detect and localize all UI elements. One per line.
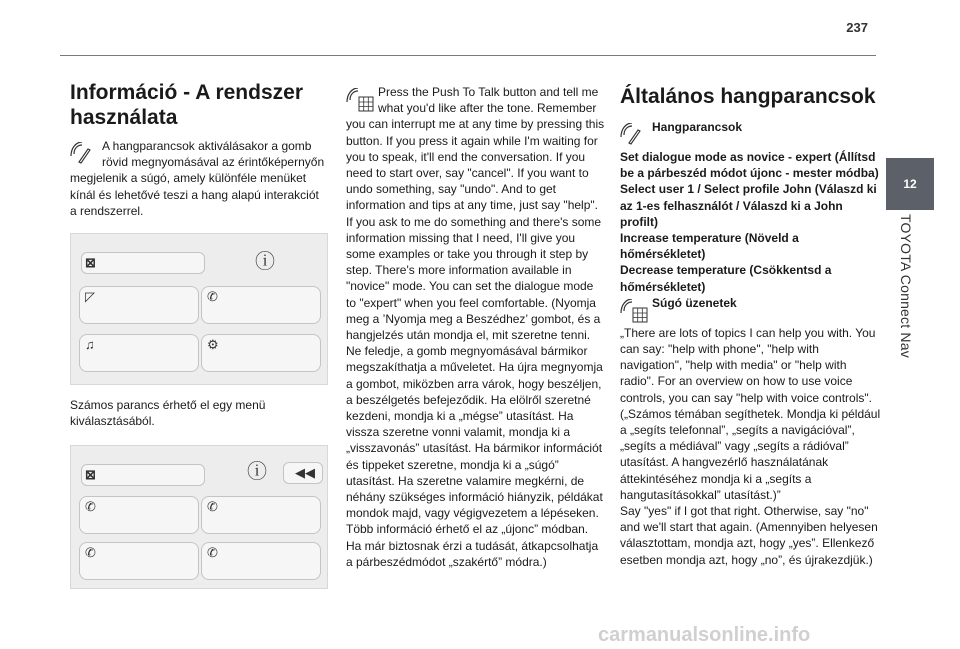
page-title: Információ - A rendszer használata (70, 81, 303, 129)
option-3[interactable] (79, 542, 199, 580)
voice-commands-heading (620, 119, 882, 149)
command-decrease-temp: Decrease temperature (Csökkentsd a hőmérsékletet) (620, 263, 832, 294)
voice-command-icon (620, 123, 646, 145)
submenu-bar (81, 464, 205, 486)
menu-bar (81, 252, 205, 274)
intro-text: A hangparancsok aktiválásakor a gomb rövid megnyomásával az érintőképernyőn megjelenik a súgó, amely különféle menüket kínál és lehetővé teszi a hang alapú interakciót a rendszerrel. (70, 139, 325, 218)
intro-paragraph (70, 138, 328, 219)
push-to-talk-paragraph (346, 84, 606, 570)
phone-icon: ✆ (207, 545, 218, 561)
column-1 (70, 80, 328, 589)
header-rule (60, 55, 876, 56)
section-label-text: TOYOTA Connect Nav (898, 214, 914, 358)
voice-commands-label: Hangparancsok (652, 120, 743, 134)
phone-option[interactable] (79, 286, 199, 324)
push-to-talk-text: Press the Push To Talk button and tell me what you'd like after the tone. Remember you can interrupt me at any time by pressing this button. If you press it again while I'm waiting for you to speak, it'll end the conversation. If you need to start over, say "cancel". If you want to undo something, say "undo". And to get information and tips at any time, just say "help". If you ask to me do something and there's some information missing that I need, I'll give you some examples or take you through it step by step. There's more information available in "novice" mode. You can set the dialogue mode to "expert" when you feel comfortable. (Nyomja meg a ’Nyomja meg a Beszédhez’ gombot, és a hangjelzés után mondja el, mit szeretne tenni. Ne feledje, a gomb megnyomásával bármikor megszakíthatja a műveletet. Ha újra megnyomja a gombot, miközben arra várok, hogy beszéljen, a beszélgetés befejeződik. Ha elölről szeretné kezdeni, mondja ki a „mégse” utasítást. Ha vissza szeretne vonni valamit, mondja ki a „visszavonás” utasítást. Ha bármikor információt és tippeket szeretne, mondja ki a „súgó” utasítást. Ha szeretne valamire megkérni, de néhány szükséges információ hiányzik, példákat mondok majd, vagy végigvezetem a lépéseken. Több információ érhető el az „újonc” módban. Ha már biztosnak érzi a tudását, átkapcsolhatja a párbeszédmódot „szakértő” módra.) (346, 85, 605, 569)
section-tab: 12 (886, 158, 934, 210)
section-label (892, 210, 926, 410)
option-2[interactable] (201, 496, 321, 534)
option-4[interactable] (201, 542, 321, 580)
option-1[interactable] (79, 496, 199, 534)
menu-note: Számos parancs érhető el egy menü kiválasztásából. (70, 398, 266, 429)
watermark: carmanualsonline.info (598, 624, 811, 646)
phone-icon: ✆ (85, 545, 96, 561)
info-icon: ⓘ (247, 461, 267, 484)
voice-menu-screenshot (70, 233, 328, 385)
phone-icon: ✆ (207, 499, 218, 515)
section-title: Általános hangparancsok (620, 85, 876, 108)
settings-option[interactable] (201, 334, 321, 372)
voice-submenu-screenshot (70, 445, 328, 589)
help-messages-label: Súgó üzenetek (652, 295, 737, 310)
back-icon: ◀◀ (295, 465, 315, 481)
phone-icon: ✆ (207, 289, 218, 305)
phone-icon: ✆ (85, 499, 96, 515)
voice-keypad-icon (346, 88, 372, 110)
column-3 (620, 84, 882, 568)
command-dialogue-mode: Set dialogue mode as novice - expert (Állítsd be a párbeszéd módot újonc - mester módba) (620, 150, 879, 181)
page-number: 237 (846, 20, 868, 35)
close-icon: ⊠ (85, 255, 96, 271)
command-select-user: Select user 1 / Select profile John (Válaszd ki az 1-es felhasználót / Válaszd ki a John profilt) (620, 182, 877, 229)
voice-keypad-icon (620, 299, 646, 321)
command-increase-temp: Increase temperature (Növeld a hőmérsékletet) (620, 231, 799, 262)
music-icon: ♫ (85, 337, 95, 353)
navigation-icon: ◸ (85, 289, 95, 305)
info-icon: ⓘ (255, 251, 275, 274)
help-messages-text: „There are lots of topics I can help you with. You can say: "help with phone", "help with navigation", "help with media" or "help with radio". For an overview on how to use voice controls, you can say "help with voice controls". („Számos témában segíthetek. Mondja ki például a „segíts telefonnal”, „segíts a navigációval”, „segíts a médiával” vagy „segíts a rádióval” utasítást. A hangvezérlő használatának áttekintéséhez mondja ki a „segíts a hangutasításokkal” utasítást.)” Say "yes" if I got that right. Otherwise, say "no" and we'll start that again. (Amennyiben helyesen választottam, mondja azt, hogy „yes”. Ellenkező esetben mondja azt, hogy „no”, és újrakezdjük.) (620, 325, 881, 567)
help-messages-heading (620, 295, 882, 325)
column-2 (346, 84, 606, 570)
close-icon: ⊠ (85, 467, 96, 483)
voice-command-icon (70, 142, 96, 164)
navigation-option[interactable] (201, 286, 321, 324)
settings-icon: ⚙ (207, 337, 219, 353)
media-option[interactable] (79, 334, 199, 372)
